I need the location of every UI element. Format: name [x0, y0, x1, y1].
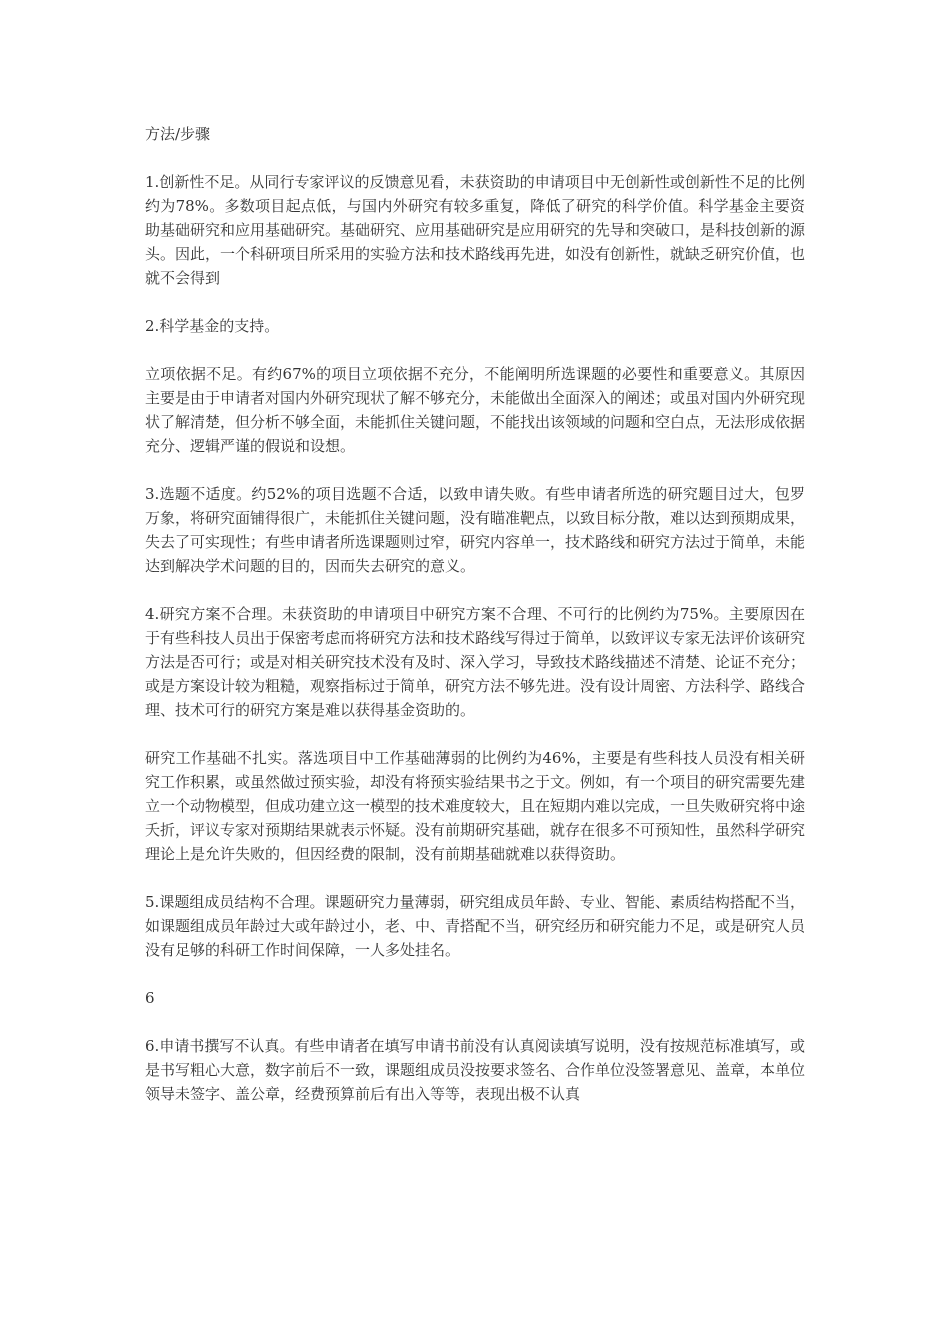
paragraph-research-plan: 4.研究方案不合理。未获资助的申请项目中研究方案不合理、不可行的比例约为75%。主要原因在于有些科技人员出于保密考虑而将研究方法和技术路线写得过于简单，以致评议专家无法评价该研究方法是否可行；或是对相关研究技术没有及时、深入学习，导致技术路线描述不清楚、论证不充分；或是方案设计较为粗糙，观察指标过于简单，研究方法不够先进。没有设计周密、方法科学、路线合理、技术可行的研究方案是难以获得基金资助的。	[145, 605, 806, 719]
paragraph-team-structure: 5.课题组成员结构不合理。课题研究力量薄弱，研究组成员年龄、专业、智能、素质结构搭配不当，如课题组成员年龄过大或年龄过小，老、中、青搭配不当，研究经历和研究能力不足，或是研究人员没有足够的科研工作时间保障，一人多处挂名。	[145, 893, 806, 959]
paragraph-work-foundation: 研究工作基础不扎实。落选项目中工作基础薄弱的比例约为46%，主要是有些科技人员没有相关研究工作积累，或虽然做过预实验，却没有将预实验结果书之于文。例如，有一个项目的研究需要先建立一个动物模型，但成功建立这一模型的技术难度较大，且在短期内难以完成，一旦失败研究将中途夭折，评议专家对预期结果就表示怀疑。没有前期研究基础，就存在很多不可预知性，虽然科学研究理论上是允许失败的，但因经费的限制，没有前期基础就难以获得资助。	[145, 749, 806, 863]
paragraph-basis: 立项依据不足。有约67%的项目立项依据不充分，不能阐明所选课题的必要性和重要意义。其原因主要是由于申请者对国内外研究现状了解不够充分，未能做出全面深入的阐述；或虽对国内外研究现状了解清楚，但分析不够全面，未能抓住关键问题，不能找出该领域的问题和空白点，无法形成依据充分、逻辑严谨的假说和设想。	[145, 365, 806, 455]
paragraph-innovation: 1.创新性不足。从同行专家评议的反馈意见看，未获资助的申请项目中无创新性或创新性不足的比例约为78%。多数项目起点低，与国内外研究有较多重复，降低了研究的科学价值。科学基金主要资助基础研究和应用基础研究。基础研究、应用基础研究是应用研究的先导和突破口，是科技创新的源头。因此，一个科研项目所采用的实验方法和技术路线再先进，如没有创新性，就缺乏研究价值，也就不会得到	[145, 173, 806, 287]
document-body	[145, 122, 805, 1130]
paragraph-number-six: 6	[145, 989, 155, 1007]
paragraph-application-writing: 6.申请书撰写不认真。有些申请者在填写申请书前没有认真阅读填写说明，没有按规范标准填写，或是书写粗心大意，数字前后不一致，课题组成员没按要求签名、合作单位没签署意见、盖章，本单位领导未签字、盖公章，经费预算前后有出入等等，表现出极不认真	[145, 1037, 806, 1103]
paragraph-topic-selection: 3.选题不适度。约52%的项目选题不合适，以致申请失败。有些申请者所选的研究题目过大，包罗万象，将研究面铺得很广，未能抓住关键问题，没有瞄准靶点，以致目标分散，难以达到预期成果，失去了可实现性；有些申请者所选课题则过窄，研究内容单一，技术路线和研究方法过于简单，未能达到解决学术问题的目的，因而失去研究的意义。	[145, 485, 806, 575]
section-heading: 方法/步骤	[145, 125, 211, 143]
paragraph-fund-support: 2.科学基金的支持。	[145, 317, 280, 335]
